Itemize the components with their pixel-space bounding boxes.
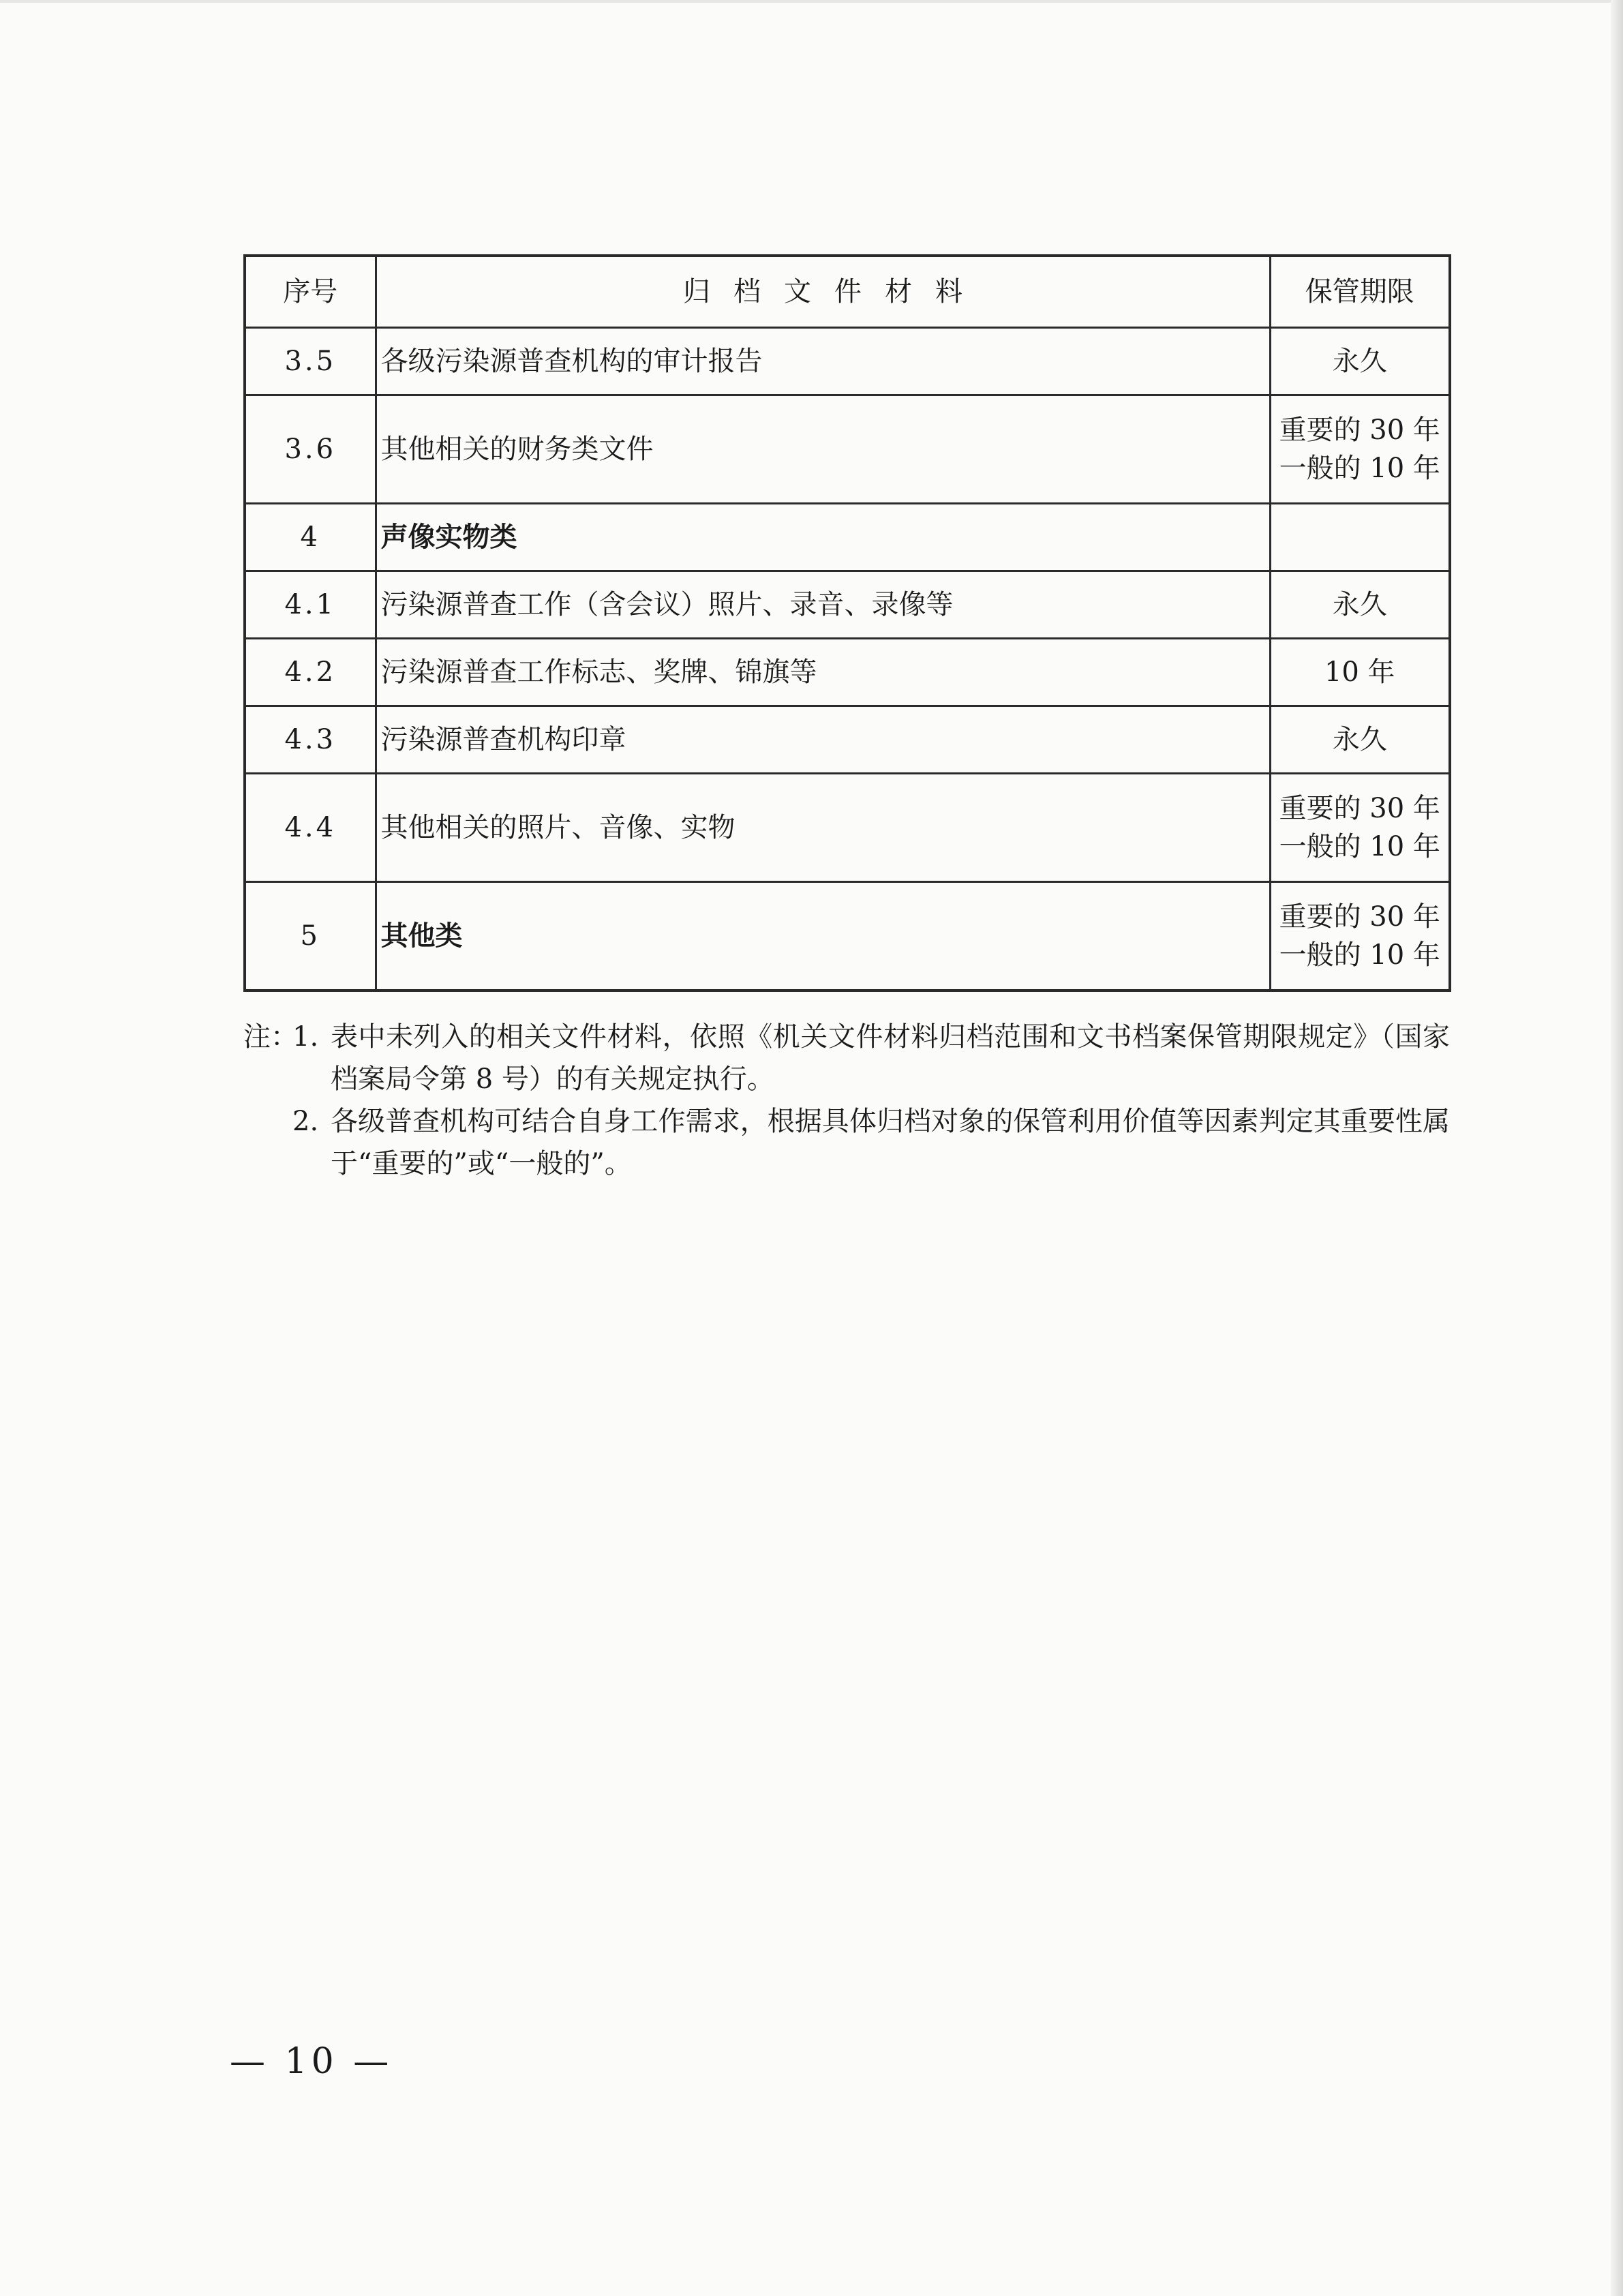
table-body [245,328,1450,991]
row-archive-material: 其他相关的照片、音像、实物 [376,774,1270,882]
table-row [245,706,1450,774]
retention-period-line: 一般的 10 年 [1279,939,1440,971]
row-archive-material: 污染源普查工作标志、奖牌、锦旗等 [376,639,1270,706]
header-retention-period: 保管期限 [1270,256,1450,328]
table-row [245,774,1450,882]
retention-period-line: 重要的 30 年 [1279,901,1440,933]
row-retention-period [1270,328,1450,395]
row-retention-period [1270,774,1450,882]
retention-period-line: 永久 [1332,346,1387,377]
row-retention-period [1270,706,1450,774]
row-retention-period [1270,504,1450,571]
table-notes [243,1016,1450,1185]
row-serial-number: 5 [245,882,376,991]
table-row [245,328,1450,395]
retention-period-line: 一般的 10 年 [1279,831,1440,862]
table-row [245,882,1450,991]
note-item [243,1100,1450,1185]
row-serial-number: 4.1 [245,571,376,639]
retention-period-line: 一般的 10 年 [1279,453,1440,484]
retention-period-line: 10 年 [1324,656,1395,688]
row-serial-number: 4 [245,504,376,571]
row-serial-number: 4.3 [245,706,376,774]
note-prefix: 注： [243,1021,298,1053]
note-text: 各级普查机构可结合自身工作需求，根据具体归档对象的保管利用价值等因素判定其重要性属于“重要的”或“一般的”。 [331,1106,1450,1179]
row-archive-material: 其他相关的财务类文件 [376,395,1270,504]
table-row [245,571,1450,639]
row-archive-material: 其他类 [376,882,1270,991]
note-number: 1. [292,1021,319,1053]
table-header-row [245,256,1450,328]
header-archive-material: 归档文件材料 [376,256,1270,328]
table-row [245,639,1450,706]
page-number: — 10 — [230,2041,393,2082]
page-top-edge [0,0,1623,3]
row-archive-material: 污染源普查机构印章 [376,706,1270,774]
retention-period-line: 永久 [1332,589,1387,620]
row-archive-material: 各级污染源普查机构的审计报告 [376,328,1270,395]
note-number: 2. [292,1106,319,1137]
row-retention-period [1270,395,1450,504]
row-retention-period [1270,882,1450,991]
retention-period-line: 重要的 30 年 [1279,414,1440,446]
note-item [243,1016,1450,1100]
row-serial-number: 4.2 [245,639,376,706]
note-text: 表中未列入的相关文件材料，依照《机关文件材料归档范围和文书档案保管期限规定》（国家档案局令第 8 号）的有关规定执行。 [331,1021,1450,1095]
row-serial-number: 3.6 [245,395,376,504]
retention-period-line: 永久 [1332,724,1387,755]
page-right-edge [1611,0,1623,2296]
row-archive-material: 污染源普查工作（含会议）照片、录音、录像等 [376,571,1270,639]
archive-retention-table [243,254,1451,992]
row-archive-material: 声像实物类 [376,504,1270,571]
row-retention-period [1270,571,1450,639]
row-serial-number: 3.5 [245,328,376,395]
row-retention-period [1270,639,1450,706]
row-serial-number: 4.4 [245,774,376,882]
table-row [245,395,1450,504]
table-row [245,504,1450,571]
retention-period-line: 重要的 30 年 [1279,793,1440,824]
header-serial-number: 序号 [245,256,376,328]
